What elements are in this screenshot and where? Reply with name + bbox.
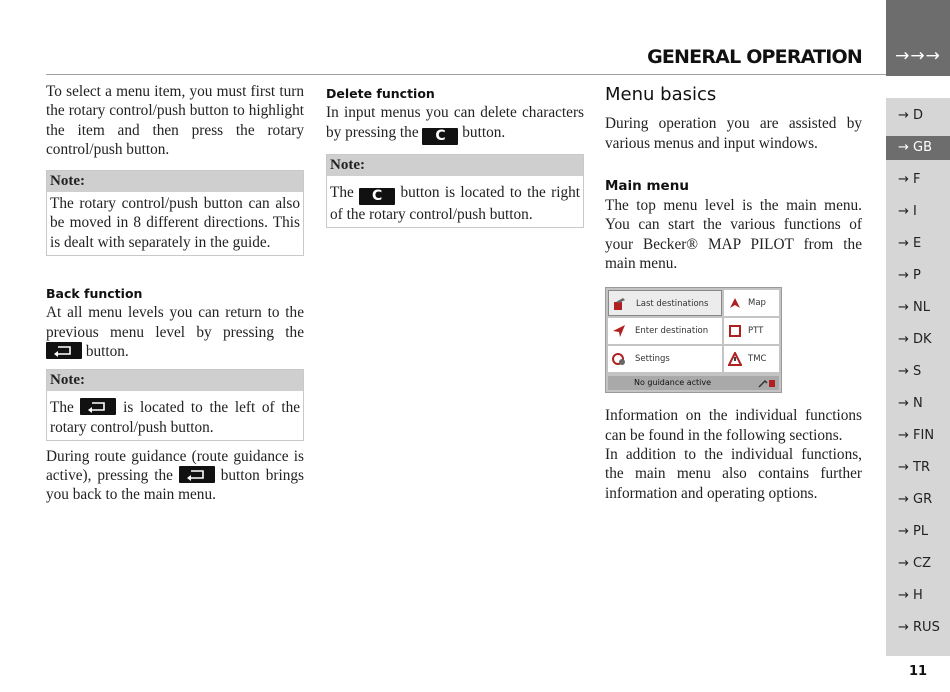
note-heading: Note: [47, 171, 303, 192]
delete-function-paragraph [326, 103, 584, 144]
column-3 [605, 85, 862, 503]
status-icon [758, 378, 776, 388]
back-text-end: button. [85, 342, 129, 360]
guidance-status-bar [608, 376, 779, 390]
delete-text-start: In input menus you can delete characters by pressing the [326, 104, 584, 141]
column-2 [326, 84, 584, 228]
note-text: The rotary control/push button can also be moved in 8 different directions. This is dealt with separately in the guide. [50, 195, 300, 251]
lang-tab-p[interactable]: → P [898, 268, 921, 283]
back-function-heading: Back function [46, 286, 143, 302]
addition-paragraph: In addition to the individual functions, the main menu also contains further information and operating options. [605, 445, 862, 502]
note-text [327, 176, 583, 227]
lang-tab-gr[interactable]: → GR [898, 492, 933, 507]
menu-item-enter-destination [608, 318, 722, 344]
main-menu-screenshot [605, 287, 782, 393]
menu-item-ptt [724, 318, 779, 344]
back-text-start: At all menu levels you can return to the previous menu level by pressing the [46, 304, 304, 341]
c-key-icon: C [422, 128, 458, 145]
map-icon [728, 296, 742, 310]
route-text-end: button brings you back to the main menu. [46, 467, 304, 504]
intro-paragraph: To select a menu item, you must first turn the rotary control/push button to highlight the item and then press the rotary control/push button. [46, 83, 304, 158]
header-tab [886, 0, 950, 76]
arrows-icon: →→→ [895, 46, 941, 66]
lang-tab-rus[interactable]: → RUS [898, 620, 940, 635]
lang-tab-pl[interactable]: → PL [898, 524, 929, 539]
lang-tab-h[interactable]: → H [898, 588, 923, 603]
lang-tab-nl[interactable]: → NL [898, 300, 930, 315]
note-heading: Note: [47, 370, 303, 391]
back-key-icon [80, 398, 116, 415]
menu-item-last-destinations [608, 290, 722, 316]
note-text-start: The [50, 399, 74, 417]
menu-item-label: Map [748, 298, 766, 309]
enter-destination-icon [612, 324, 626, 338]
route-guidance-paragraph [46, 447, 304, 505]
header-rule [46, 74, 886, 75]
back-key-icon [179, 466, 215, 483]
back-key-icon [46, 342, 82, 359]
page-number: 11 [908, 664, 928, 679]
column-1 [46, 82, 304, 505]
menu-basics-intro: During operation you are assisted by various menus and input windows. [605, 115, 862, 152]
lang-tab-tr[interactable]: → TR [898, 460, 930, 475]
menu-item-label: PTT [748, 326, 764, 337]
lang-tab-d[interactable]: → D [898, 108, 924, 123]
ptt-icon [728, 324, 742, 338]
lang-tab-dk[interactable]: → DK [898, 332, 932, 347]
note-text-end: button is located to the right of the rotary control/push button. [330, 183, 581, 223]
back-function-paragraph [46, 303, 304, 361]
note-heading: Note: [327, 155, 583, 176]
note-box [46, 369, 304, 441]
note-text [47, 391, 303, 440]
guidance-status-text: No guidance active [634, 378, 712, 388]
language-sidebar [886, 98, 950, 656]
note-text-start: The [330, 183, 354, 201]
tmc-warning-icon [728, 352, 742, 366]
lang-tab-gb[interactable]: → GB [886, 136, 950, 160]
settings-icon [612, 352, 626, 366]
info-paragraph: Information on the individual functions can be found in the following sections. [605, 407, 862, 444]
last-destinations-icon [613, 297, 627, 311]
lang-tab-s[interactable]: → S [898, 364, 922, 379]
menu-item-label: Last destinations [636, 299, 709, 310]
note-box [326, 154, 584, 228]
note-box [46, 170, 304, 256]
menu-item-tmc [724, 346, 779, 372]
note-text-end: is located to the left of the rotary control/push button. [50, 399, 301, 436]
menu-item-settings [608, 346, 722, 372]
menu-item-map [724, 290, 779, 316]
menu-item-label: TMC [748, 354, 767, 365]
section-title: GENERAL OPERATION [647, 46, 862, 68]
lang-tab-e[interactable]: → E [898, 236, 922, 251]
delete-text-end: button. [462, 123, 506, 141]
menu-basics-title: Menu basics [605, 84, 717, 105]
delete-function-heading: Delete function [326, 86, 435, 101]
lang-tab-f[interactable]: → F [898, 172, 921, 187]
lang-tab-cz[interactable]: → CZ [898, 556, 932, 571]
c-key-icon: C [359, 188, 395, 205]
route-text-start: During route guidance (route guidance is active), pressing the [46, 447, 304, 485]
menu-item-label: Enter destination [635, 326, 709, 337]
main-menu-paragraph: The top menu level is the main menu. You can start the various functions of your Becker® MAP PILOT from the main menu. [605, 197, 862, 273]
lang-tab-n[interactable]: → N [898, 396, 923, 411]
lang-tab-fin[interactable]: → FIN [898, 428, 935, 443]
lang-tab-i[interactable]: → I [898, 204, 917, 219]
menu-item-label: Settings [635, 354, 670, 365]
main-menu-heading: Main menu [605, 177, 689, 194]
